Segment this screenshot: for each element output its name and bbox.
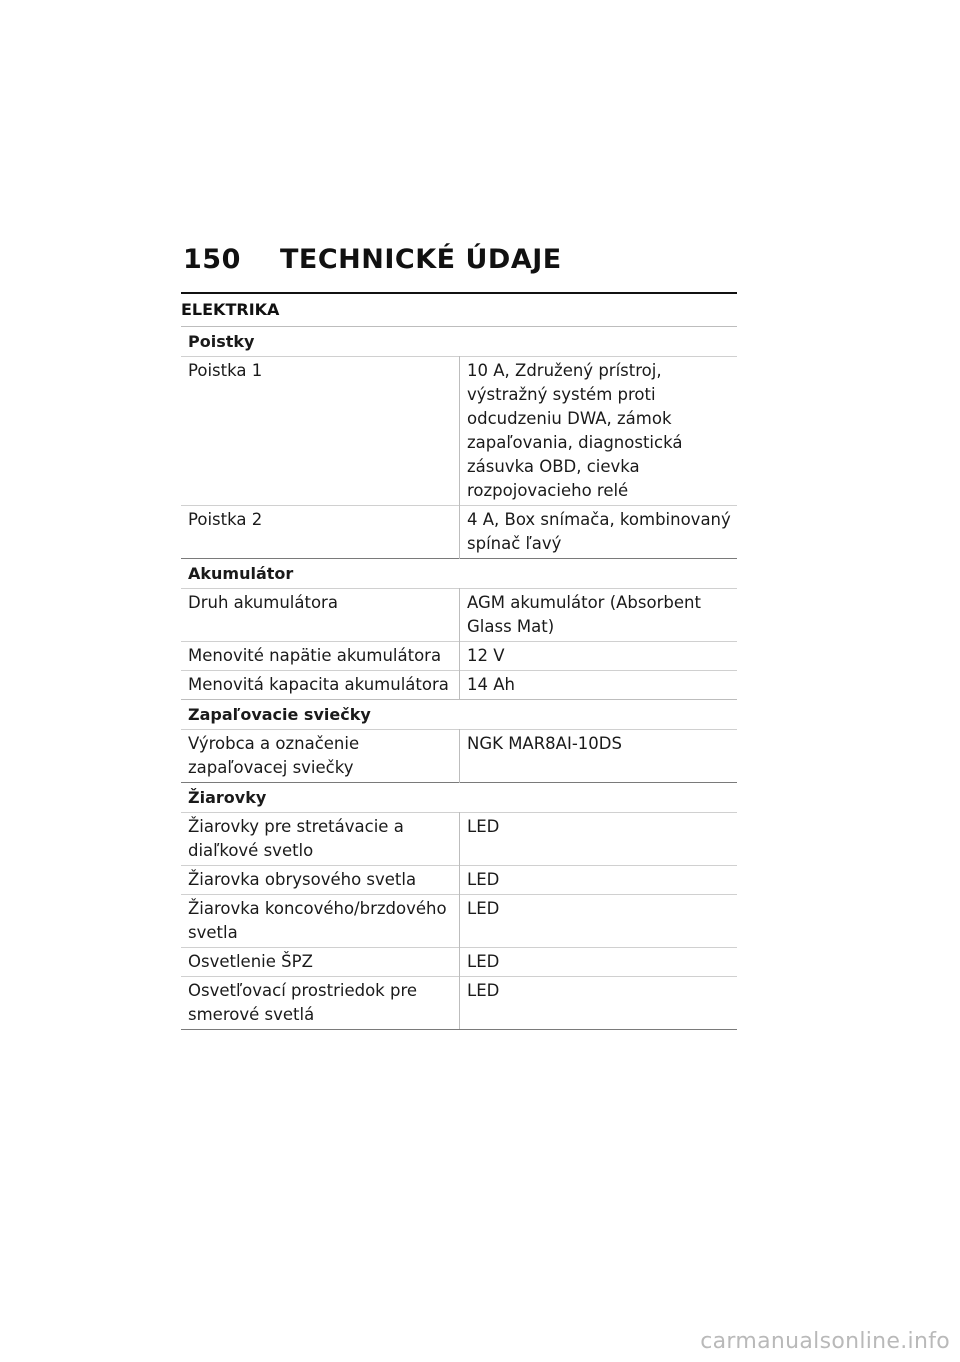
spec-value: LED xyxy=(460,977,738,1030)
group-title: Žiarovky xyxy=(181,783,737,813)
page-header xyxy=(183,244,562,275)
spec-label: Žiarovky pre stretávacie a diaľkové svetlo xyxy=(181,813,460,866)
spec-label: Žiarovka obrysového svetla xyxy=(181,866,460,895)
spec-value: 10 A, Združený prístroj, výstražný systém proti odcudzeniu DWA, zámok zapaľovania, diagnostická zásuvka OBD, cievka rozpojovacieho relé xyxy=(460,357,738,506)
group-title: Zapaľovacie sviečky xyxy=(181,700,737,730)
spec-label: Osvetľovací prostriedok pre smerové svetlá xyxy=(181,977,460,1030)
spec-table xyxy=(181,326,737,1030)
spec-label: Žiarovka koncového/brzdového svetla xyxy=(181,895,460,948)
watermark-text: carmanualsonline.info xyxy=(700,1329,950,1354)
table-row xyxy=(181,813,737,866)
spec-label: Výrobca a označenie zapaľovacej sviečky xyxy=(181,730,460,783)
spec-value: LED xyxy=(460,813,738,866)
spec-value: 12 V xyxy=(460,642,738,671)
spec-label: Poistka 2 xyxy=(181,506,460,559)
table-row xyxy=(181,895,737,948)
group-header-ziarovky xyxy=(181,783,737,813)
table-row xyxy=(181,506,737,559)
table-row xyxy=(181,977,737,1030)
group-title: Poistky xyxy=(181,327,737,357)
table-row xyxy=(181,357,737,506)
spec-value: NGK MAR8AI-10DS xyxy=(460,730,738,783)
table-row xyxy=(181,671,737,700)
page-title: TECHNICKÉ ÚDAJE xyxy=(280,244,562,275)
spec-value: 14 Ah xyxy=(460,671,738,700)
spec-label: Poistka 1 xyxy=(181,357,460,506)
table-row xyxy=(181,866,737,895)
spec-value: AGM akumulátor (Absorbent Glass Mat) xyxy=(460,589,738,642)
spec-value: LED xyxy=(460,895,738,948)
table-row xyxy=(181,642,737,671)
group-header-sviecky xyxy=(181,700,737,730)
table-row xyxy=(181,948,737,977)
section-title: ELEKTRIKA xyxy=(181,292,737,326)
spec-value: LED xyxy=(460,866,738,895)
spec-value: 4 A, Box snímača, kombinovaný spínač ľavý xyxy=(460,506,738,559)
spec-value: LED xyxy=(460,948,738,977)
spec-label: Osvetlenie ŠPZ xyxy=(181,948,460,977)
spec-label: Menovitá kapacita akumulátora xyxy=(181,671,460,700)
group-header-akumulator xyxy=(181,559,737,589)
group-title: Akumulátor xyxy=(181,559,737,589)
page-number: 150 xyxy=(183,244,241,275)
group-header-poistky xyxy=(181,327,737,357)
spec-content xyxy=(181,292,737,1030)
spec-label: Menovité napätie akumulátora xyxy=(181,642,460,671)
spec-label: Druh akumulátora xyxy=(181,589,460,642)
table-row xyxy=(181,589,737,642)
table-row xyxy=(181,730,737,783)
